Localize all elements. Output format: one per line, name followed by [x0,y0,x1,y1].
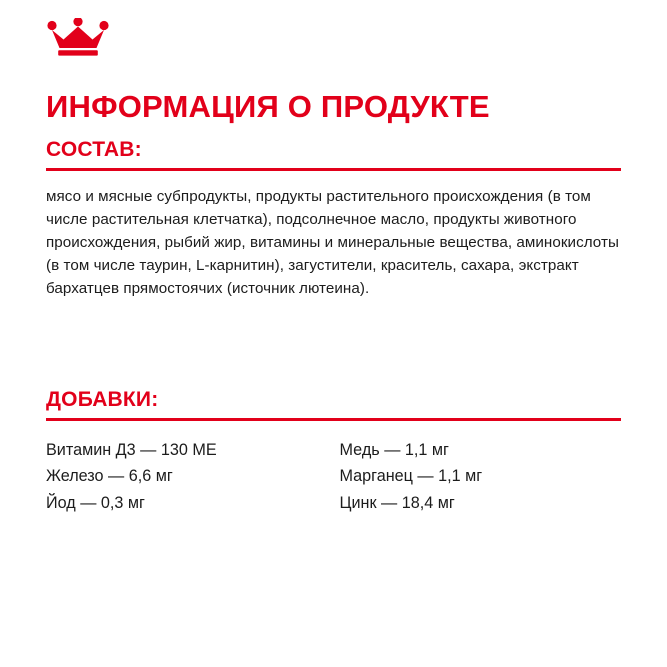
additives-column-left [46,437,334,516]
list-item: Йод — 0,3 мг [46,493,145,512]
page-title: ИНФОРМАЦИЯ О ПРОДУКТЕ [46,88,490,124]
additives-divider [46,418,621,421]
composition-heading: СОСТАВ: [46,138,142,161]
composition-text: мясо и мясные субпродукты, продукты растительного происхождения (в том числе растительная клетчатка), подсолнечное масло, продукты животного происхождения, рыбий жир, витамины и минеральные вещества, аминокислоты (в том числе таурин, L-карнитин), загустители, краситель, сахара, экстракт бархатцев прямостоячих (источник лютеина). [46,188,619,298]
additives-column-right [334,437,628,516]
composition-section [46,138,621,316]
list-item: Витамин Д3 — 130 МЕ [46,441,217,460]
list-item: Медь — 1,1 мг [339,441,449,460]
list-item: Марганец — 1,1 мг [339,467,483,486]
additives-list [46,437,621,516]
list-item: Железо — 6,6 мг [46,467,173,486]
composition-divider [46,168,621,171]
additives-heading: ДОБАВКИ: [46,388,159,411]
list-item: Цинк — 18,4 мг [339,493,455,512]
royal-canin-crown-icon [46,18,110,58]
additives-section [46,388,621,516]
